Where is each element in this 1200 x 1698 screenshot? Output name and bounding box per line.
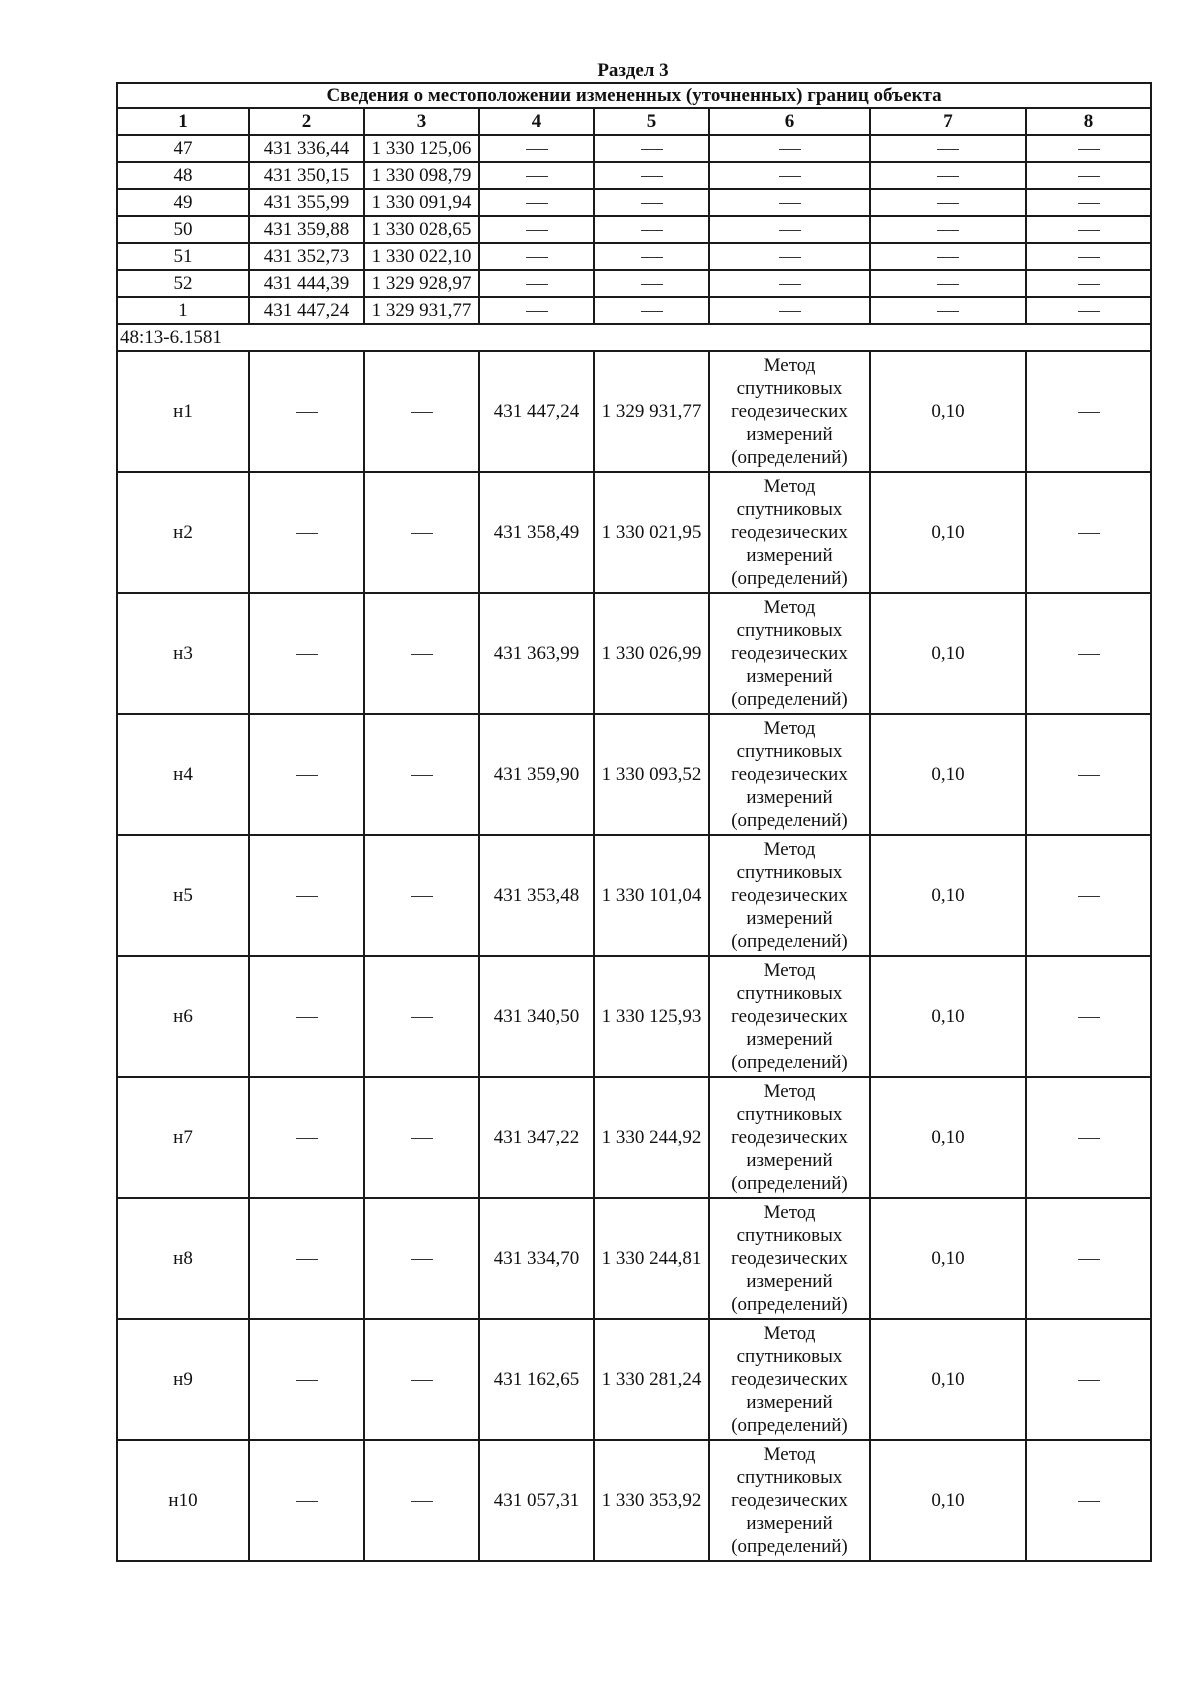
method-text: геодезических — [731, 1369, 848, 1390]
method-text: Метод — [763, 476, 816, 497]
method-text: (определений) — [731, 810, 848, 831]
existing-x-coordinate: 431 352,73 — [249, 243, 364, 270]
new-x-coordinate: 431 057,31 — [479, 1440, 594, 1561]
new-x-coordinate: 431 334,70 — [479, 1198, 594, 1319]
dash-mark — [641, 311, 663, 312]
new-y-coordinate: 1 330 026,99 — [594, 593, 709, 714]
new-x-coordinate: 431 162,65 — [479, 1319, 594, 1440]
dash-mark — [1078, 176, 1100, 177]
empty-cell — [709, 162, 870, 189]
dash-mark — [296, 412, 318, 413]
dash-mark — [641, 176, 663, 177]
existing-x-coordinate: 431 359,88 — [249, 216, 364, 243]
method-text: (определений) — [731, 1052, 848, 1073]
method-text: Метод — [763, 355, 816, 376]
accuracy-value: 0,10 — [870, 1198, 1026, 1319]
method-text: (определений) — [731, 931, 848, 952]
table-row — [117, 714, 1151, 835]
existing-y-coordinate: 1 330 022,10 — [364, 243, 479, 270]
table-row — [117, 270, 1151, 297]
parcel-id: 48:13-6.1581 — [117, 324, 1151, 351]
point-number: н9 — [117, 1319, 249, 1440]
column-header: 7 — [870, 108, 1026, 135]
method-text: Метод — [763, 1081, 816, 1102]
dash-mark — [411, 412, 433, 413]
boundary-table — [116, 82, 1152, 1562]
empty-cell — [364, 1198, 479, 1319]
method-cell — [709, 593, 870, 714]
accuracy-value: 0,10 — [870, 956, 1026, 1077]
empty-cell — [249, 956, 364, 1077]
dash-mark — [526, 257, 548, 258]
empty-cell — [364, 472, 479, 593]
existing-y-coordinate: 1 330 098,79 — [364, 162, 479, 189]
existing-y-coordinate: 1 329 931,77 — [364, 297, 479, 324]
existing-x-coordinate: 431 355,99 — [249, 189, 364, 216]
existing-y-coordinate: 1 330 028,65 — [364, 216, 479, 243]
empty-cell — [1026, 1077, 1151, 1198]
method-text: измерений — [746, 1029, 833, 1050]
table-row — [117, 1440, 1151, 1561]
empty-cell — [709, 135, 870, 162]
table-row — [117, 162, 1151, 189]
table-row — [117, 216, 1151, 243]
method-text: геодезических — [731, 522, 848, 543]
table-row — [117, 1077, 1151, 1198]
point-number: н7 — [117, 1077, 249, 1198]
method-text: спутниковых — [736, 499, 843, 520]
empty-cell — [1026, 216, 1151, 243]
new-y-coordinate: 1 330 281,24 — [594, 1319, 709, 1440]
empty-cell — [594, 162, 709, 189]
new-x-coordinate: 431 363,99 — [479, 593, 594, 714]
point-number: н3 — [117, 593, 249, 714]
method-cell — [709, 472, 870, 593]
column-header: 2 — [249, 108, 364, 135]
dash-mark — [411, 1501, 433, 1502]
dash-mark — [641, 284, 663, 285]
column-header: 5 — [594, 108, 709, 135]
method-text: (определений) — [731, 447, 848, 468]
dash-mark — [937, 203, 959, 204]
dash-mark — [1078, 284, 1100, 285]
method-text: (определений) — [731, 568, 848, 589]
point-number: 1 — [117, 297, 249, 324]
empty-cell — [249, 1198, 364, 1319]
table-row — [117, 351, 1151, 472]
dash-mark — [526, 203, 548, 204]
empty-cell — [249, 1319, 364, 1440]
method-text: Метод — [763, 839, 816, 860]
dash-mark — [779, 230, 801, 231]
existing-x-coordinate: 431 444,39 — [249, 270, 364, 297]
empty-cell — [1026, 1319, 1151, 1440]
empty-cell — [1026, 243, 1151, 270]
dash-mark — [411, 775, 433, 776]
dash-mark — [1078, 311, 1100, 312]
method-text: (определений) — [731, 1536, 848, 1557]
new-y-coordinate: 1 330 125,93 — [594, 956, 709, 1077]
existing-x-coordinate: 431 350,15 — [249, 162, 364, 189]
empty-cell — [1026, 835, 1151, 956]
method-text: спутниковых — [736, 620, 843, 641]
dash-mark — [296, 1138, 318, 1139]
dash-mark — [1078, 1380, 1100, 1381]
new-y-coordinate: 1 330 244,92 — [594, 1077, 709, 1198]
method-text: геодезических — [731, 1127, 848, 1148]
existing-x-coordinate: 431 336,44 — [249, 135, 364, 162]
dash-mark — [296, 1259, 318, 1260]
table-row — [117, 593, 1151, 714]
dash-mark — [937, 311, 959, 312]
point-number: н10 — [117, 1440, 249, 1561]
method-cell — [709, 351, 870, 472]
empty-cell — [364, 714, 479, 835]
empty-cell — [870, 135, 1026, 162]
empty-cell — [249, 351, 364, 472]
method-text: измерений — [746, 908, 833, 929]
method-text: спутниковых — [736, 1346, 843, 1367]
empty-cell — [364, 1440, 479, 1561]
dash-mark — [937, 149, 959, 150]
method-text: спутниковых — [736, 1225, 843, 1246]
point-number: 51 — [117, 243, 249, 270]
dash-mark — [1078, 149, 1100, 150]
empty-cell — [709, 216, 870, 243]
dash-mark — [937, 284, 959, 285]
parcel-id-row — [117, 324, 1151, 351]
dash-mark — [296, 896, 318, 897]
method-text: спутниковых — [736, 1104, 843, 1125]
method-text: геодезических — [731, 1490, 848, 1511]
accuracy-value: 0,10 — [870, 1077, 1026, 1198]
empty-cell — [870, 189, 1026, 216]
dash-mark — [411, 1138, 433, 1139]
dash-mark — [641, 230, 663, 231]
empty-cell — [249, 1077, 364, 1198]
dash-mark — [411, 1017, 433, 1018]
method-text: измерений — [746, 787, 833, 808]
method-text: спутниковых — [736, 741, 843, 762]
empty-cell — [1026, 162, 1151, 189]
empty-cell — [364, 1319, 479, 1440]
dash-mark — [779, 311, 801, 312]
method-text: спутниковых — [736, 1467, 843, 1488]
dash-mark — [526, 284, 548, 285]
point-number: 50 — [117, 216, 249, 243]
dash-mark — [411, 533, 433, 534]
new-x-coordinate: 431 447,24 — [479, 351, 594, 472]
method-cell — [709, 1198, 870, 1319]
point-number: н4 — [117, 714, 249, 835]
table-row — [117, 1198, 1151, 1319]
method-text: Метод — [763, 960, 816, 981]
empty-cell — [1026, 956, 1151, 1077]
empty-cell — [364, 835, 479, 956]
new-x-coordinate: 431 358,49 — [479, 472, 594, 593]
method-text: спутниковых — [736, 983, 843, 1004]
empty-cell — [479, 243, 594, 270]
new-y-coordinate: 1 330 353,92 — [594, 1440, 709, 1561]
point-number: 48 — [117, 162, 249, 189]
method-cell — [709, 1440, 870, 1561]
table-row — [117, 135, 1151, 162]
new-y-coordinate: 1 330 021,95 — [594, 472, 709, 593]
dash-mark — [296, 775, 318, 776]
dash-mark — [1078, 1017, 1100, 1018]
method-text: измерений — [746, 1513, 833, 1534]
dash-mark — [296, 1380, 318, 1381]
empty-cell — [709, 243, 870, 270]
empty-cell — [364, 956, 479, 1077]
dash-mark — [1078, 1501, 1100, 1502]
empty-cell — [1026, 472, 1151, 593]
method-text: Метод — [763, 718, 816, 739]
method-text: (определений) — [731, 1294, 848, 1315]
method-text: измерений — [746, 1271, 833, 1292]
method-text: измерений — [746, 545, 833, 566]
table-row — [117, 189, 1151, 216]
dash-mark — [641, 149, 663, 150]
empty-cell — [1026, 593, 1151, 714]
new-x-coordinate: 431 359,90 — [479, 714, 594, 835]
method-text: геодезических — [731, 643, 848, 664]
dash-mark — [526, 311, 548, 312]
dash-mark — [296, 654, 318, 655]
method-text: геодезических — [731, 885, 848, 906]
new-y-coordinate: 1 330 244,81 — [594, 1198, 709, 1319]
point-number: 47 — [117, 135, 249, 162]
existing-x-coordinate: 431 447,24 — [249, 297, 364, 324]
dash-mark — [641, 203, 663, 204]
new-x-coordinate: 431 340,50 — [479, 956, 594, 1077]
table-row — [117, 297, 1151, 324]
dash-mark — [779, 257, 801, 258]
empty-cell — [870, 243, 1026, 270]
point-number: 49 — [117, 189, 249, 216]
accuracy-value: 0,10 — [870, 1440, 1026, 1561]
method-text: Метод — [763, 1444, 816, 1465]
dash-mark — [1078, 1138, 1100, 1139]
empty-cell — [249, 835, 364, 956]
empty-cell — [1026, 270, 1151, 297]
empty-cell — [1026, 297, 1151, 324]
method-text: (определений) — [731, 689, 848, 710]
column-header: 1 — [117, 108, 249, 135]
accuracy-value: 0,10 — [870, 472, 1026, 593]
empty-cell — [594, 243, 709, 270]
dash-mark — [526, 176, 548, 177]
empty-cell — [249, 472, 364, 593]
dash-mark — [296, 1017, 318, 1018]
empty-cell — [594, 297, 709, 324]
empty-cell — [1026, 1440, 1151, 1561]
table-row — [117, 835, 1151, 956]
dash-mark — [526, 230, 548, 231]
dash-mark — [779, 149, 801, 150]
point-number: н5 — [117, 835, 249, 956]
point-number: н1 — [117, 351, 249, 472]
empty-cell — [870, 297, 1026, 324]
dash-mark — [1078, 257, 1100, 258]
point-number: н2 — [117, 472, 249, 593]
dash-mark — [411, 654, 433, 655]
table-row — [117, 1319, 1151, 1440]
dash-mark — [411, 896, 433, 897]
accuracy-value: 0,10 — [870, 714, 1026, 835]
method-text: геодезических — [731, 1248, 848, 1269]
existing-y-coordinate: 1 330 125,06 — [364, 135, 479, 162]
existing-y-coordinate: 1 329 928,97 — [364, 270, 479, 297]
empty-cell — [709, 189, 870, 216]
empty-cell — [1026, 135, 1151, 162]
new-x-coordinate: 431 347,22 — [479, 1077, 594, 1198]
dash-mark — [1078, 230, 1100, 231]
method-cell — [709, 714, 870, 835]
dash-mark — [937, 257, 959, 258]
empty-cell — [479, 297, 594, 324]
empty-cell — [1026, 351, 1151, 472]
point-number: н6 — [117, 956, 249, 1077]
empty-cell — [364, 351, 479, 472]
empty-cell — [479, 135, 594, 162]
new-y-coordinate: 1 330 093,52 — [594, 714, 709, 835]
table-caption: Сведения о местоположении измененных (уточненных) границ объекта — [117, 83, 1151, 108]
dash-mark — [1078, 896, 1100, 897]
section-title: Раздел 3 — [597, 60, 669, 81]
accuracy-value: 0,10 — [870, 835, 1026, 956]
empty-cell — [594, 270, 709, 297]
empty-cell — [1026, 189, 1151, 216]
method-text: измерений — [746, 666, 833, 687]
empty-cell — [1026, 714, 1151, 835]
existing-y-coordinate: 1 330 091,94 — [364, 189, 479, 216]
dash-mark — [411, 1259, 433, 1260]
empty-cell — [594, 216, 709, 243]
method-text: (определений) — [731, 1415, 848, 1436]
empty-cell — [479, 270, 594, 297]
accuracy-value: 0,10 — [870, 351, 1026, 472]
new-y-coordinate: 1 329 931,77 — [594, 351, 709, 472]
table-row — [117, 472, 1151, 593]
dash-mark — [1078, 412, 1100, 413]
accuracy-value: 0,10 — [870, 593, 1026, 714]
table-body — [117, 135, 1151, 1561]
method-text: измерений — [746, 1150, 833, 1171]
method-text: геодезических — [731, 401, 848, 422]
point-number: н8 — [117, 1198, 249, 1319]
method-text: Метод — [763, 1202, 816, 1223]
dash-mark — [1078, 775, 1100, 776]
dash-mark — [779, 284, 801, 285]
method-text: спутниковых — [736, 378, 843, 399]
dash-mark — [1078, 654, 1100, 655]
empty-cell — [479, 189, 594, 216]
empty-cell — [479, 216, 594, 243]
method-text: спутниковых — [736, 862, 843, 883]
method-text: Метод — [763, 1323, 816, 1344]
empty-cell — [479, 162, 594, 189]
point-number: 52 — [117, 270, 249, 297]
method-text: измерений — [746, 424, 833, 445]
empty-cell — [594, 189, 709, 216]
dash-mark — [937, 230, 959, 231]
empty-cell — [594, 135, 709, 162]
empty-cell — [870, 270, 1026, 297]
method-text: измерений — [746, 1392, 833, 1413]
column-header: 4 — [479, 108, 594, 135]
table-row — [117, 243, 1151, 270]
table-row — [117, 956, 1151, 1077]
dash-mark — [1078, 1259, 1100, 1260]
dash-mark — [1078, 533, 1100, 534]
empty-cell — [870, 216, 1026, 243]
column-header: 3 — [364, 108, 479, 135]
dash-mark — [641, 257, 663, 258]
column-header: 8 — [1026, 108, 1151, 135]
method-text: Метод — [763, 597, 816, 618]
empty-cell — [364, 1077, 479, 1198]
method-text: (определений) — [731, 1173, 848, 1194]
empty-cell — [870, 162, 1026, 189]
dash-mark — [1078, 203, 1100, 204]
dash-mark — [779, 176, 801, 177]
empty-cell — [1026, 1198, 1151, 1319]
empty-cell — [249, 1440, 364, 1561]
dash-mark — [779, 203, 801, 204]
method-text: геодезических — [731, 764, 848, 785]
dash-mark — [296, 1501, 318, 1502]
column-header-row — [117, 108, 1151, 135]
empty-cell — [249, 593, 364, 714]
empty-cell — [709, 270, 870, 297]
method-cell — [709, 1319, 870, 1440]
empty-cell — [364, 593, 479, 714]
new-y-coordinate: 1 330 101,04 — [594, 835, 709, 956]
column-header: 6 — [709, 108, 870, 135]
dash-mark — [411, 1380, 433, 1381]
empty-cell — [709, 297, 870, 324]
method-cell — [709, 1077, 870, 1198]
dash-mark — [937, 176, 959, 177]
accuracy-value: 0,10 — [870, 1319, 1026, 1440]
method-text: геодезических — [731, 1006, 848, 1027]
new-x-coordinate: 431 353,48 — [479, 835, 594, 956]
empty-cell — [249, 714, 364, 835]
method-cell — [709, 835, 870, 956]
method-cell — [709, 956, 870, 1077]
dash-mark — [526, 149, 548, 150]
dash-mark — [296, 533, 318, 534]
